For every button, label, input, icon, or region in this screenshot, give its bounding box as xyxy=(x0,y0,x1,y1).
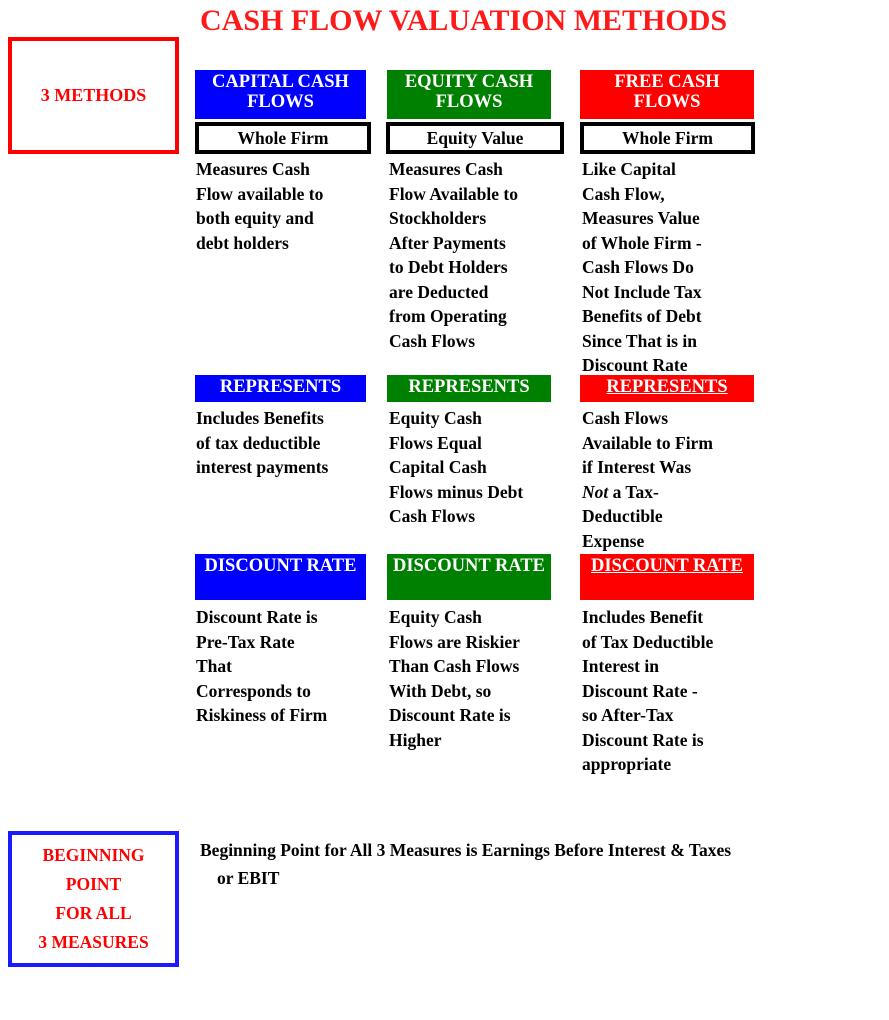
beginning-label-line-4: 3 MEASURES xyxy=(38,932,149,952)
beginning-label-line-1: BEGINNING xyxy=(42,845,145,865)
capital-discount-header: DISCOUNT RATE xyxy=(195,554,366,600)
equity-scope-box: Equity Value xyxy=(386,122,564,154)
beginning-label-line-2: POINT xyxy=(65,874,122,894)
equity-represents-header: REPRESENTS xyxy=(387,375,551,402)
free-scope-box: Whole Firm xyxy=(580,122,755,154)
free-represents-text-italic: Not xyxy=(582,481,609,502)
capital-cash-flows-header: CAPITAL CASH FLOWS xyxy=(195,70,366,119)
equity-cash-flows-header: EQUITY CASH FLOWS xyxy=(387,70,551,119)
free-represents-text-part2: a Tax- Deductible Expense xyxy=(582,481,663,551)
free-represents-text xyxy=(582,406,762,553)
equity-discount-text: Equity Cash Flows are Riskier Than Cash Flows With Debt, so Discount Rate is Higher xyxy=(389,607,520,750)
capital-discount-text: Discount Rate is Pre-Tax Rate That Corresponds to Riskiness of Firm xyxy=(196,607,328,725)
capital-scope-box: Whole Firm xyxy=(195,122,371,154)
methods-label-box xyxy=(8,37,179,154)
beginning-point-text xyxy=(200,836,880,892)
free-discount-text: Includes Benefit of Tax Deductible Interest in Discount Rate - so After-Tax Discount Rate is appropriate xyxy=(582,607,714,774)
free-represents-header: REPRESENTS xyxy=(580,375,754,402)
free-description: Like Capital Cash Flow, Measures Value of Whole Firm - Cash Flows Do Not Include Tax Benefits of Debt Since That is in Discount Rate xyxy=(582,159,702,375)
free-represents-text-part1: Cash Flows Available to Firm if Interest Was xyxy=(582,408,713,477)
capital-represents-text: Includes Benefits of tax deductible interest payments xyxy=(196,408,329,477)
methods-label: 3 METHODS xyxy=(40,85,147,105)
equity-discount-header: DISCOUNT RATE xyxy=(387,554,551,600)
beginning-text-line-1: Beginning Point for All 3 Measures is Earnings Before Interest & Taxes xyxy=(200,840,732,860)
free-discount-header: DISCOUNT RATE xyxy=(580,554,754,600)
page-title: CASH FLOW VALUATION METHODS xyxy=(200,4,728,37)
equity-description: Measures Cash Flow Available to Stockholders After Payments to Debt Holders are Deducted from Operating Cash Flows xyxy=(389,159,518,351)
capital-represents-header: REPRESENTS xyxy=(195,375,366,402)
beginning-point-label-box xyxy=(8,831,179,967)
free-cash-flows-header: FREE CASH FLOWS xyxy=(580,70,754,119)
capital-description: Measures Cash Flow available to both equity and debt holders xyxy=(196,159,324,253)
beginning-text-line-2: or EBIT xyxy=(217,868,280,888)
beginning-label-line-3: FOR ALL xyxy=(55,903,132,923)
equity-represents-text: Equity Cash Flows Equal Capital Cash Flows minus Debt Cash Flows xyxy=(389,408,524,526)
